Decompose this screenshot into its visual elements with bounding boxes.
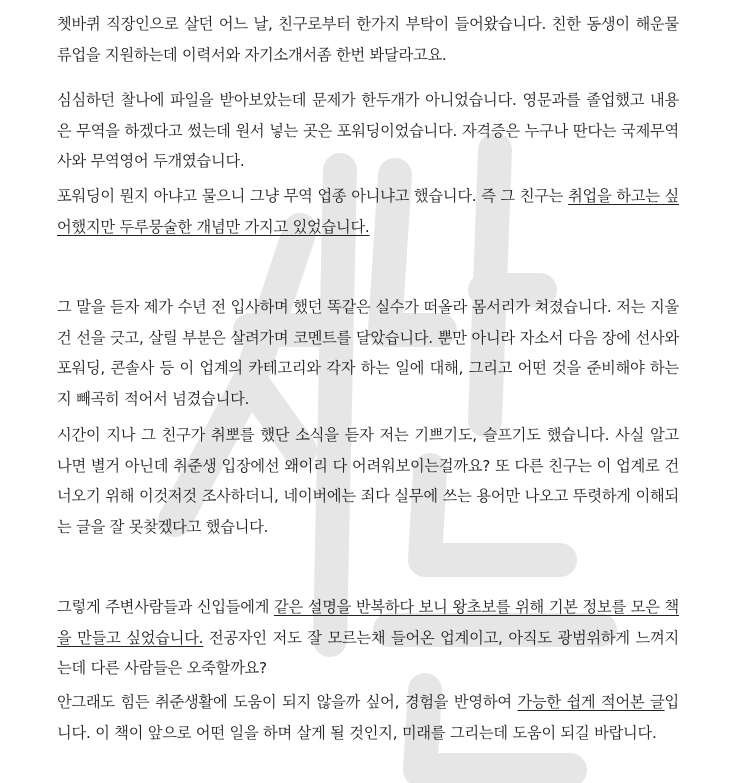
paragraph-6 [57,592,679,684]
paragraph-7 [57,687,679,748]
paragraph-text: 쳇바퀴 직장인으로 살던 어느 날, 친구로부터 한가지 부탁이 들어왔습니다. 친한 동생이 해운물류업을 지원하는데 이력서와 자기소개서좀 한번 봐달라고요. [57,15,679,64]
underlined-text: 취업을 하고는 싶어했지만 두루뭉술한 개념만 가지고 있었습니다. [57,187,679,236]
paragraph-text: 그 말을 듣자 제가 수년 전 입사하며 했던 똑같은 실수가 떠올라 몸서리가 쳐졌습니다. 저는 지울건 선을 긋고, 살릴 부분은 살려가며 코멘트를 달았습니다. 뿐만 아니라 자소서 다음 장에 선사와 포워딩, 콘솔사 등 이 업계의 카테고리와 각자 하는 일에 대해, 그리고 어떤 것을 준비해야 하는지 빼곡히 적어서 넘겼습니다. [57,298,679,408]
paragraph-4 [57,292,679,414]
paragraph-text: 입니다. 이 책이 앞으로 어떤 일을 하며 살게 될 것인지, 미래를 그리는데 도움이 되길 바랍니다. [57,693,680,742]
paragraph-text: 안그래도 힘든 취준생활에 도움이 되지 않을까 싶어, 경험을 반영하여 [57,693,518,711]
underlined-text: 가능한 쉽게 적어본 글 [517,693,665,711]
paragraph-text: 시간이 지나 그 친구가 취뽀를 했단 소식을 듣자 저는 기쁘기도, 슬프기도 했습니다. 사실 알고 나면 별거 아닌데 취준생 입장에선 왜이리 다 어려워보이는걸까요? 또 다른 친구는 이 업계로 건너오기 위해 이것저것 조사하더니, 네이버에는 죄다 실무에 쓰는 용어만 나오고 뚜렷하게 이해되는 글을 잘 못찾겠다고 했습니다. [57,426,679,536]
paragraph-5 [57,420,679,542]
paragraph-3 [57,181,679,242]
underlined-text: 같은 설명을 반복하다 보니 왕초보를 위해 기본 정보를 모은 책을 만들고 싶었습니다. [57,598,679,647]
paragraph-1 [57,9,679,70]
paragraph-text: 전공자인 저도 잘 모르는채 들어온 업계이고, 아직도 광범위하게 느껴지는데 다른 사람들은 오죽할까요? [57,628,679,677]
paragraph-text: 그렇게 주변사람들과 신입들에게 [57,598,274,616]
paragraph-text: 포워딩이 뭔지 아냐고 물으니 그냥 무역 업종 아니냐고 했습니다. 즉 그 친구는 [57,187,569,205]
paragraph-text: 심심하던 찰나에 파일을 받아보았는데 문제가 한두개가 아니었습니다. 영문과를 졸업했고 내용은 무역을 하겠다고 썼는데 원서 넣는 곳은 포워딩이었습니다. 자격증은 누구나 딴다는 국제무역사와 무역영어 두개였습니다. [57,91,679,170]
paragraph-2 [57,85,679,177]
